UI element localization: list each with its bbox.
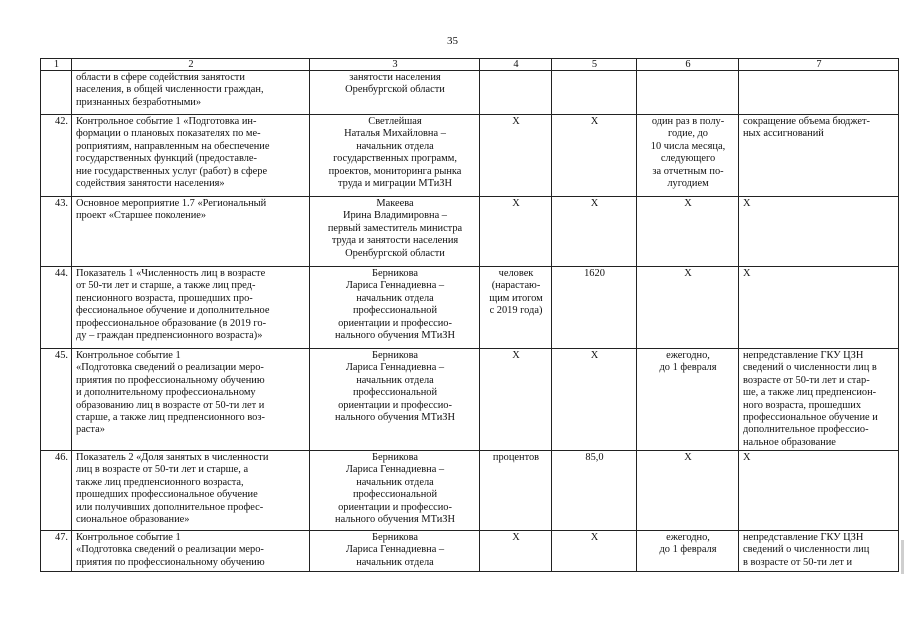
measure-name: Показатель 1 «Численность лиц в возрасте от 50-ти лет и старше, а также лиц пред- пенсионного возраста, прошедших про- фессиональное обучение и дополнительное профессиональное образование (в 2019 го- ду – граждан предпенсионного возраста)» <box>72 267 310 349</box>
value: Х <box>552 349 637 451</box>
risk-note: сокращение объема бюджет- ных ассигнований <box>739 115 899 197</box>
unit: Х <box>480 531 552 572</box>
table-row <box>41 531 899 572</box>
row-number: 46. <box>41 451 72 531</box>
term: ежегодно, до 1 февраля <box>637 349 739 451</box>
column-header: 4 <box>480 59 552 71</box>
table-row <box>41 197 899 267</box>
term: Х <box>637 451 739 531</box>
measure-name: Контрольное событие 1 «Подготовка сведений о реализации меро- приятия по профессиональному обучению <box>72 531 310 572</box>
responsible-person: Макеева Ирина Владимировна – первый заместитель министра труда и занятости населения Оренбургской области <box>310 197 480 267</box>
page-number: 35 <box>447 35 458 47</box>
row-number: 43. <box>41 197 72 267</box>
responsible-person: Берникова Лариса Геннадиевна – начальник отдела профессиональной ориентации и профессио- нального обучения МТиЗН <box>310 267 480 349</box>
row-number: 44. <box>41 267 72 349</box>
value <box>552 71 637 115</box>
value: 85,0 <box>552 451 637 531</box>
value: Х <box>552 115 637 197</box>
scan-edge-mark <box>901 540 904 574</box>
row-number: 45. <box>41 349 72 451</box>
table-row <box>41 267 899 349</box>
unit: человек (нарастаю- щим итогом с 2019 года) <box>480 267 552 349</box>
risk-note: Х <box>739 267 899 349</box>
program-table <box>40 58 899 572</box>
measure-name: Основное мероприятие 1.7 «Региональный проект «Старшее поколение» <box>72 197 310 267</box>
column-header: 6 <box>637 59 739 71</box>
term: Х <box>637 197 739 267</box>
column-header: 2 <box>72 59 310 71</box>
risk-note: Х <box>739 197 899 267</box>
risk-note: непредставление ГКУ ЦЗН сведений о численности лиц в возрасте от 50-ти лет и <box>739 531 899 572</box>
responsible-person: Светлейшая Наталья Михайловна – начальник отдела государственных программ, проектов, мониторинга рынка труда и миграции МТиЗН <box>310 115 480 197</box>
row-number: 47. <box>41 531 72 572</box>
measure-name: области в сфере содействия занятости населения, в общей численности граждан, признанных безработными» <box>72 71 310 115</box>
responsible-person: занятости населения Оренбургской области <box>310 71 480 115</box>
table-row <box>41 349 899 451</box>
unit <box>480 71 552 115</box>
value: 1620 <box>552 267 637 349</box>
term: один раз в полу- годие, до 10 числа месяца, следующего за отчетным по- лугодием <box>637 115 739 197</box>
column-header: 1 <box>41 59 72 71</box>
measure-name: Контрольное событие 1 «Подготовка ин- формации о плановых показателях по ме- роприятиям, направленным на обеспечение государственных функций (предоставле- ние государственных услуг (работ) в сфере содействия занятости населения» <box>72 115 310 197</box>
unit: Х <box>480 349 552 451</box>
responsible-person: Берникова Лариса Геннадиевна – начальник отдела профессиональной ориентации и профессио- нального обучения МТиЗН <box>310 451 480 531</box>
table-body <box>41 59 899 572</box>
table-row <box>41 71 899 115</box>
term: ежегодно, до 1 февраля <box>637 531 739 572</box>
risk-note: непредставление ГКУ ЦЗН сведений о численности лиц в возрасте от 50-ти лет и стар- ше, а также лиц предпенсион- ного возраста, прошедших профессиональное обучение и дополнительное профессио- нальное образование <box>739 349 899 451</box>
column-header: 7 <box>739 59 899 71</box>
term <box>637 71 739 115</box>
row-number: 42. <box>41 115 72 197</box>
row-number <box>41 71 72 115</box>
table-row <box>41 115 899 197</box>
term: Х <box>637 267 739 349</box>
measure-name: Контрольное событие 1 «Подготовка сведений о реализации меро- приятия по профессиональному обучению и дополнительному профессиональному образованию лиц в возрасте от 50-ти лет и старше, а также лиц предпенсионного воз- раста» <box>72 349 310 451</box>
column-header: 3 <box>310 59 480 71</box>
unit: Х <box>480 115 552 197</box>
unit: процентов <box>480 451 552 531</box>
table-row <box>41 451 899 531</box>
responsible-person: Берникова Лариса Геннадиевна – начальник отдела <box>310 531 480 572</box>
risk-note <box>739 71 899 115</box>
value: Х <box>552 531 637 572</box>
risk-note: Х <box>739 451 899 531</box>
value: Х <box>552 197 637 267</box>
measure-name: Показатель 2 «Доля занятых в численности лиц в возрасте от 50-ти лет и старше, а также лиц предпенсионного возраста, прошедших профессиональное обучение или получивших дополнительное профес- сиональное образование» <box>72 451 310 531</box>
column-header: 5 <box>552 59 637 71</box>
column-header-row <box>41 59 899 71</box>
unit: Х <box>480 197 552 267</box>
responsible-person: Берникова Лариса Геннадиевна – начальник отдела профессиональной ориентации и профессио- нального обучения МТиЗН <box>310 349 480 451</box>
